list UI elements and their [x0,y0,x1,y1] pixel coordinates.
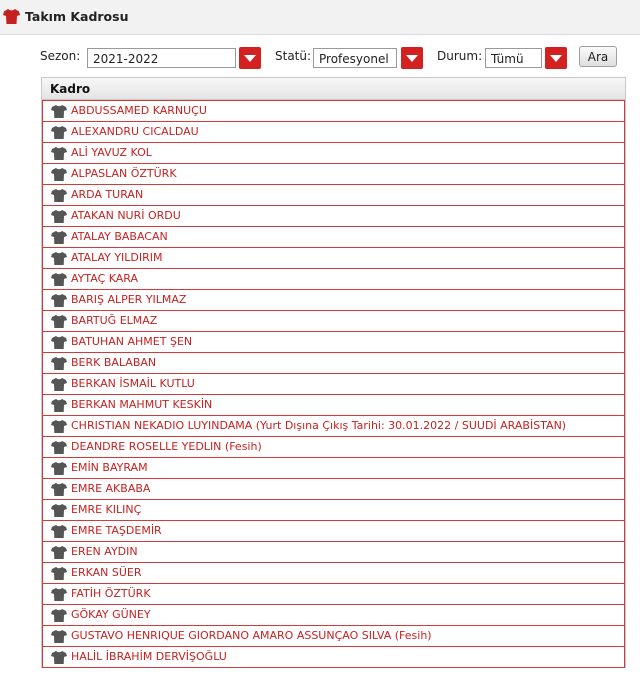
table-row [42,457,625,479]
jersey-icon [51,546,67,559]
jersey-icon [51,336,67,349]
player-link[interactable]: DEANDRE ROSELLE YEDLIN (Fesih) [71,440,262,453]
jersey-icon [51,231,67,244]
table-row [42,352,625,374]
table-row [42,121,625,143]
player-link[interactable]: FATİH ÖZTÜRK [71,587,151,600]
table-row [42,226,625,248]
state-dropdown-icon[interactable] [545,47,567,69]
status-label: Statü: [275,49,312,63]
table-row [42,436,625,458]
jersey-icon [51,483,67,496]
jersey-icon [51,441,67,454]
jersey-icon [51,651,67,664]
table-row [42,205,625,227]
table-header: Kadro [42,78,625,100]
squad-table [41,77,626,668]
table-row [42,625,625,647]
jersey-icon [51,357,67,370]
jersey-icon [51,147,67,160]
player-link[interactable]: HALİL İBRAHİM DERVİŞOĞLU [71,650,227,663]
jersey-icon [51,399,67,412]
table-row [42,163,625,185]
page-title: Takım Kadrosu [25,9,129,24]
state-select[interactable]: Tümü [485,48,542,68]
player-link[interactable]: CHRISTIAN NEKADIO LUYINDAMA (Yurt Dışına Çıkış Tarihi: 30.01.2022 / SUUDİ ARABİSTAN) [71,419,567,432]
player-link[interactable]: EMRE AKBABA [71,482,151,495]
table-row [42,541,625,563]
player-link[interactable]: EMRE KILINÇ [71,503,142,516]
table-row [42,100,625,122]
jersey-icon [3,9,20,24]
jersey-icon [51,315,67,328]
table-row [42,604,625,626]
jersey-icon [51,168,67,181]
player-link[interactable]: ERKAN SÜER [71,566,142,579]
season-select[interactable]: 2021-2022 [87,48,236,68]
jersey-icon [51,567,67,580]
table-row [42,373,625,395]
table-row [42,184,625,206]
table-row [42,520,625,542]
player-link[interactable]: BARIŞ ALPER YILMAZ [71,293,187,306]
jersey-icon [51,252,67,265]
filter-bar [40,46,620,70]
player-link[interactable]: ARDA TURAN [71,188,144,201]
jersey-icon [51,126,67,139]
player-link[interactable]: GÖKAY GÜNEY [71,608,151,621]
player-link[interactable]: ATALAY BABACAN [71,230,168,243]
season-label: Sezon: [40,49,81,63]
player-link[interactable]: EMRE TAŞDEMİR [71,524,162,537]
table-row [42,478,625,500]
jersey-icon [51,378,67,391]
player-link[interactable]: EREN AYDIN [71,545,138,558]
jersey-icon [51,630,67,643]
table-row [42,562,625,584]
table-row [42,415,625,437]
table-row [42,499,625,521]
player-link[interactable]: AYTAÇ KARA [71,272,139,285]
player-link[interactable]: BERKAN İSMAİL KUTLU [71,377,195,390]
jersey-icon [51,273,67,286]
squad-list [42,100,625,668]
jersey-icon [51,588,67,601]
player-link[interactable]: ALİ YAVUZ KOL [71,146,152,159]
table-row [42,646,625,668]
player-link[interactable]: EMİN BAYRAM [71,461,148,474]
jersey-icon [51,420,67,433]
jersey-icon [51,210,67,223]
player-link[interactable]: BATUHAN AHMET ŞEN [71,335,193,348]
page-header [0,0,640,35]
player-link[interactable]: ALPASLAN ÖZTÜRK [71,167,177,180]
table-row [42,142,625,164]
player-link[interactable]: BERK BALABAN [71,356,157,369]
jersey-icon [51,189,67,202]
table-row [42,289,625,311]
player-link[interactable]: ATALAY YILDIRIM [71,251,163,264]
jersey-icon [51,294,67,307]
status-select[interactable]: Profesyonel [313,48,397,68]
player-link[interactable]: ABDUSSAMED KARNUÇU [71,104,207,117]
table-row [42,268,625,290]
jersey-icon [51,105,67,118]
table-row [42,310,625,332]
season-dropdown-icon[interactable] [239,47,261,69]
player-link[interactable]: GUSTAVO HENRIQUE GIORDANO AMARO ASSUNÇAO SILVA (Fesih) [71,629,432,642]
state-label: Durum: [437,49,483,63]
table-row [42,247,625,269]
player-link[interactable]: ALEXANDRU CICALDAU [71,125,199,138]
player-link[interactable]: BARTUĞ ELMAZ [71,314,158,327]
search-button[interactable]: Ara [579,46,617,67]
table-row [42,583,625,605]
table-row [42,394,625,416]
jersey-icon [51,504,67,517]
jersey-icon [51,462,67,475]
player-link[interactable]: BERKAN MAHMUT KESKİN [71,398,213,411]
status-dropdown-icon[interactable] [401,47,423,69]
player-link[interactable]: ATAKAN NURİ ORDU [71,209,181,222]
jersey-icon [51,525,67,538]
table-row [42,331,625,353]
jersey-icon [51,609,67,622]
